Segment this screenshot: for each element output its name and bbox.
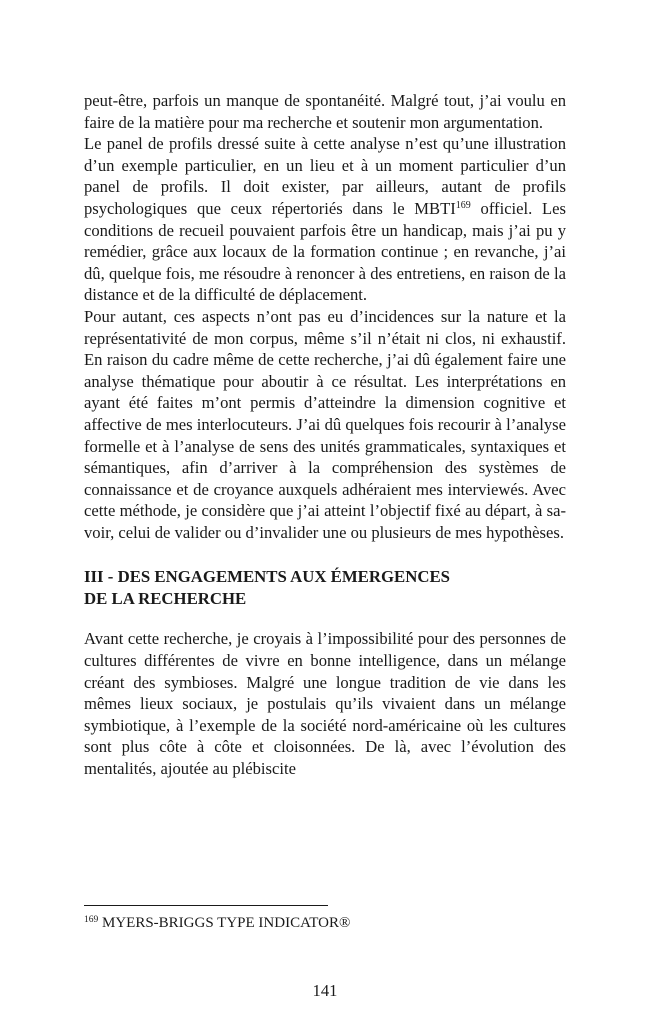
paragraph-4: Avant cette recherche, je croyais à l’impossibilité pour des personnes de cultures différentes de vivre en bonne intelligence, dans un mélange créant des symbioses. Malgré une longue tradition de vie dans les mêmes lieux sociaux, je postulais qu’ils vivaient dans un mélange symbiotique, à l’exemple de la société nord-américaine où les cultures sont plus côte à côte et cloisonnées. De là, avec l’évolution des mentalités, ajoutée au plébiscite	[84, 629, 566, 779]
paragraph-3: Pour autant, ces aspects n’ont pas eu d’incidences sur la nature et la représentativité de mon corpus, même s’il n’était ni clos, ni exhaustif. En raison du cadre même de cette recherche, j’ai dû également faire une analyse thématique pour aboutir à ce résultat. Les interprétations en ayant été faites m’ont permis d’atteindre la dimension cognitive et affective de mes interlocuteurs. J’ai dû quelques fois recourir à l’analyse formelle et à l’analyse de sens des unités grammaticales, syntaxiques et sémantiques, afin d’arriver à la compréhension des systèmes de connaissance et de croyance auxquels adhéraient mes interviewés. Avec cette méthode, je considère que j’ai atteint l’objectif fixé au départ, à savoir, celui de valider ou d’invalider une ou plusieurs de mes hypothèses.	[84, 306, 566, 542]
paragraph-2-after: officiel. Les conditions de recueil pouvaient parfois être un handicap, mais j’ai pu y remédier, grâce aux locaux de la formation continue ; en revanche, j’ai dû, quelque fois, me résoudre à renoncer à des entretiens, en raison de la distance et de la difficulté de déplacement.	[84, 198, 566, 305]
page-number: 141	[312, 981, 338, 1000]
paragraph-1: peut-être, parfois un manque de spontanéité. Malgré tout, j’ai voulu en faire de la matière pour ma recherche et soutenir mon argumentation.	[84, 91, 566, 132]
section-heading-line-2: DE LA RECHERCHE	[84, 589, 247, 609]
paragraph-2	[84, 133, 566, 306]
paragraph-2-before: Le panel de profils dressé suite à cette analyse n’est qu’une illustration d’un exemple particulier, en un lieu et à un moment particulier d’un panel de profils. Il doit exister, par ailleurs, autant de profils psychologiques que ceux répertoriés dans le MBTI	[84, 134, 566, 218]
page-body	[84, 90, 566, 780]
footnote-reference[interactable]: 169	[455, 199, 471, 211]
footnote-divider	[84, 905, 328, 906]
footnote	[84, 913, 350, 933]
section-heading	[84, 566, 566, 610]
footnote-number: 169	[84, 915, 99, 925]
section-heading-line-1: III - DES ENGAGEMENTS AUX ÉMERGENCES	[84, 567, 450, 587]
footnote-text: MYERS-BRIGGS TYPE INDICATOR®	[98, 915, 351, 931]
